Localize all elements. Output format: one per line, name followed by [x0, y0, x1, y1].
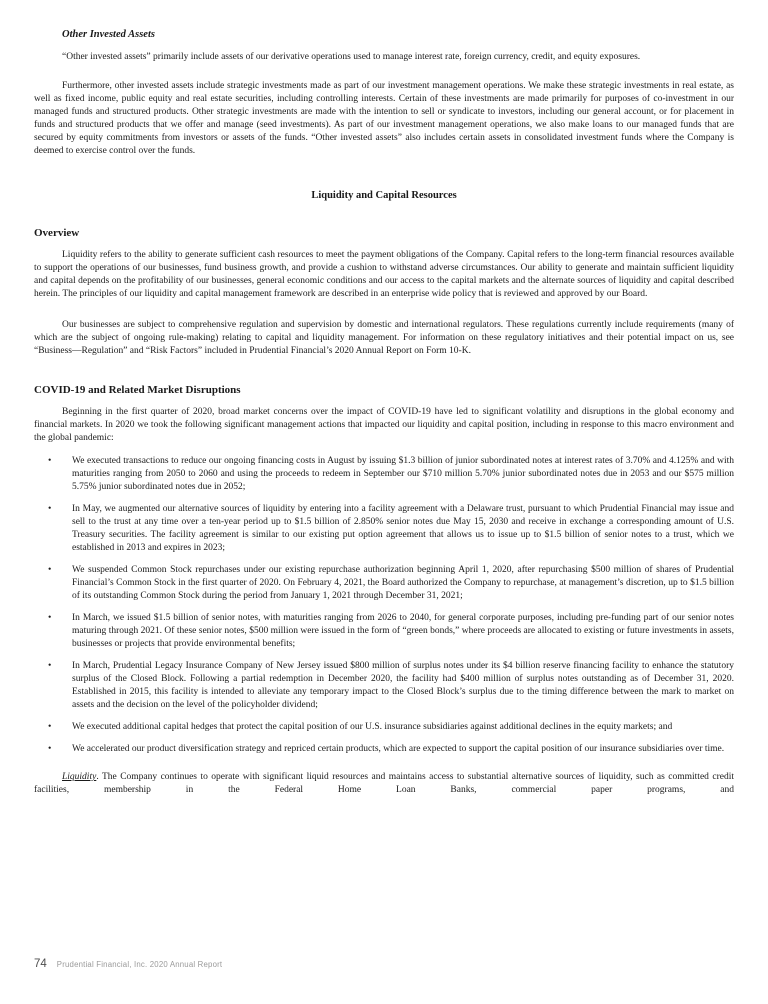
list-item: • In May, we augmented our alternative sources of liquidity by entering into a facility agreement with a Delaware trust, pursuant to which Prudential Financial may issue and sell to the trust at any time over a ten-year period up to $1.5 billion of 2.850% senior notes due May 15, 2030 and receive in exchange a corresponding amount of U.S. Treasury securities. The facility agreement is similar to our existing put option agreement that allows us to issue up to $1.5 billion of senior notes to a trust, which we established in 2013 and expires in 2023; [48, 503, 734, 555]
other-invested-assets-heading: Other Invested Assets [62, 29, 155, 40]
covid-bullet-list [34, 455, 734, 756]
overview-heading: Overview [34, 227, 80, 239]
overview-para-1: Liquidity refers to the ability to generate sufficient cash resources to meet the payment obligations of the Company. Capital refers to the long-term financial resources available to support the operations of our businesses, fund business growth, and provide a cushion to withstand adverse circumstances. Our ability to generate and maintain sufficient liquidity and capital depends on the profitability of our businesses, general economic conditions and our access to the capital markets and the alternate sources of liquidity and capital described herein. The principles of our liquidity and capital management framework are described in an enterprise wide policy that is reviewed and approved by our Board. [34, 250, 734, 299]
closing-para [34, 771, 734, 797]
overview-para-2: Our businesses are subject to comprehensive regulation and supervision by domestic and international regulators. These regulations currently include requirements (many of which are the subject of ongoing rule-making) relating to capital and liquidity management. For information on these regulatory initiatives and their potential impact on us, see “Business—Regulation” and “Risk Factors” included in Prudential Financial’s 2020 Annual Report on Form 10-K. [34, 320, 734, 356]
closing-rest: . The Company continues to operate with significant liquid resources and maintains access to substantial alternative sources of liquidity, such as committed credit facilities, membership in the Federal Home Loan Banks, commercial paper programs, and [34, 772, 734, 795]
covid-intro-para: Beginning in the first quarter of 2020, broad market concerns over the impact of COVID-19 have led to significant volatility and disruptions in the global economy and financial markets. In 2020 we took the following significant management actions that impacted our liquidity and capital position, including in response to this macro environment and the global pandemic: [34, 407, 734, 443]
list-item: • In March, Prudential Legacy Insurance Company of New Jersey issued $800 million of surplus notes under its $4 billion reserve financing facility to enhance the statutory surplus of the Closed Block. Following a partial redemption in December 2020, the facility had $400 million of surplus notes outstanding as of December 31, 2020. Established in 2015, this facility is intended to alleviate any temporary impact to the Closed Block’s surplus due to the timing difference between the mark to market on assets and the decision on the level of the policyholder dividend; [48, 660, 734, 712]
other-invested-assets-para-1: “Other invested assets” primarily include assets of our derivative operations used to manage interest rate, foreign currency, credit, and equity exposures. [62, 52, 641, 62]
covid-heading: COVID-19 and Related Market Disruptions [34, 384, 241, 396]
other-invested-assets-para-2: Furthermore, other invested assets include strategic investments made as part of our investment management operations. We make these strategic investments in real estate, as well as fixed income, public equity and real estate securities, including controlling interests. Certain of these investments are made primarily for purposes of co-investment in our managed funds and structured products. Other strategic investments are made with the intention to sell or syndicate to investors, including our general account, or for placement in funds and structured products that we offer and manage (seed investments). As part of our investment management operations, we also make loans to our managed funds that are secured by equity commitments from investors or assets of the funds. “Other invested assets” also includes certain assets in consolidated investment funds where the Company is deemed to exercise control over the funds. [34, 81, 734, 156]
list-item: • We accelerated our product diversification strategy and repriced certain products, which are expected to support the capital position of our insurance subsidiaries over time. [48, 743, 734, 756]
page-number: 74 [34, 958, 47, 970]
list-item: • We executed additional capital hedges that protect the capital position of our U.S. insurance subsidiaries against additional declines in the equity markets; and [48, 721, 734, 734]
list-item: • We suspended Common Stock repurchases under our existing repurchase authorization beginning April 1, 2020, after repurchasing $500 million of shares of Prudential Financial’s Common Stock in the first quarter of 2020. On February 4, 2021, the Board authorized the Company to repurchase, at management’s discretion, up to $1.5 billion of its outstanding Common Stock during the period from January 1, 2021 through December 31, 2021; [48, 564, 734, 603]
closing-lead: Liquidity [62, 772, 97, 782]
footer-report-title: Prudential Financial, Inc. 2020 Annual Report [56, 960, 223, 969]
list-item: • We executed transactions to reduce our ongoing financing costs in August by issuing $1.3 billion of junior subordinated notes at interest rates of 3.70% and 4.125% and with maturities ranging from 2050 to 2060 and using the proceeds to redeem in September our $710 million 5.70% junior subordinated notes due in 2053 and our $575 million 5.75% junior subordinated notes due in 2052; [48, 455, 734, 494]
liquidity-capital-resources-heading: Liquidity and Capital Resources [311, 190, 457, 201]
page-footer [34, 958, 222, 970]
list-item: • In March, we issued $1.5 billion of senior notes, with maturities ranging from 2026 to 2040, for general corporate purposes, including pre-funding part of our senior notes maturing through 2021. Of these senior notes, $500 million were issued in the form of “green bonds,” where proceeds are allocated to existing or future investments in assets, businesses or projects that provide environmental benefits; [48, 612, 734, 651]
document-page [34, 28, 734, 807]
